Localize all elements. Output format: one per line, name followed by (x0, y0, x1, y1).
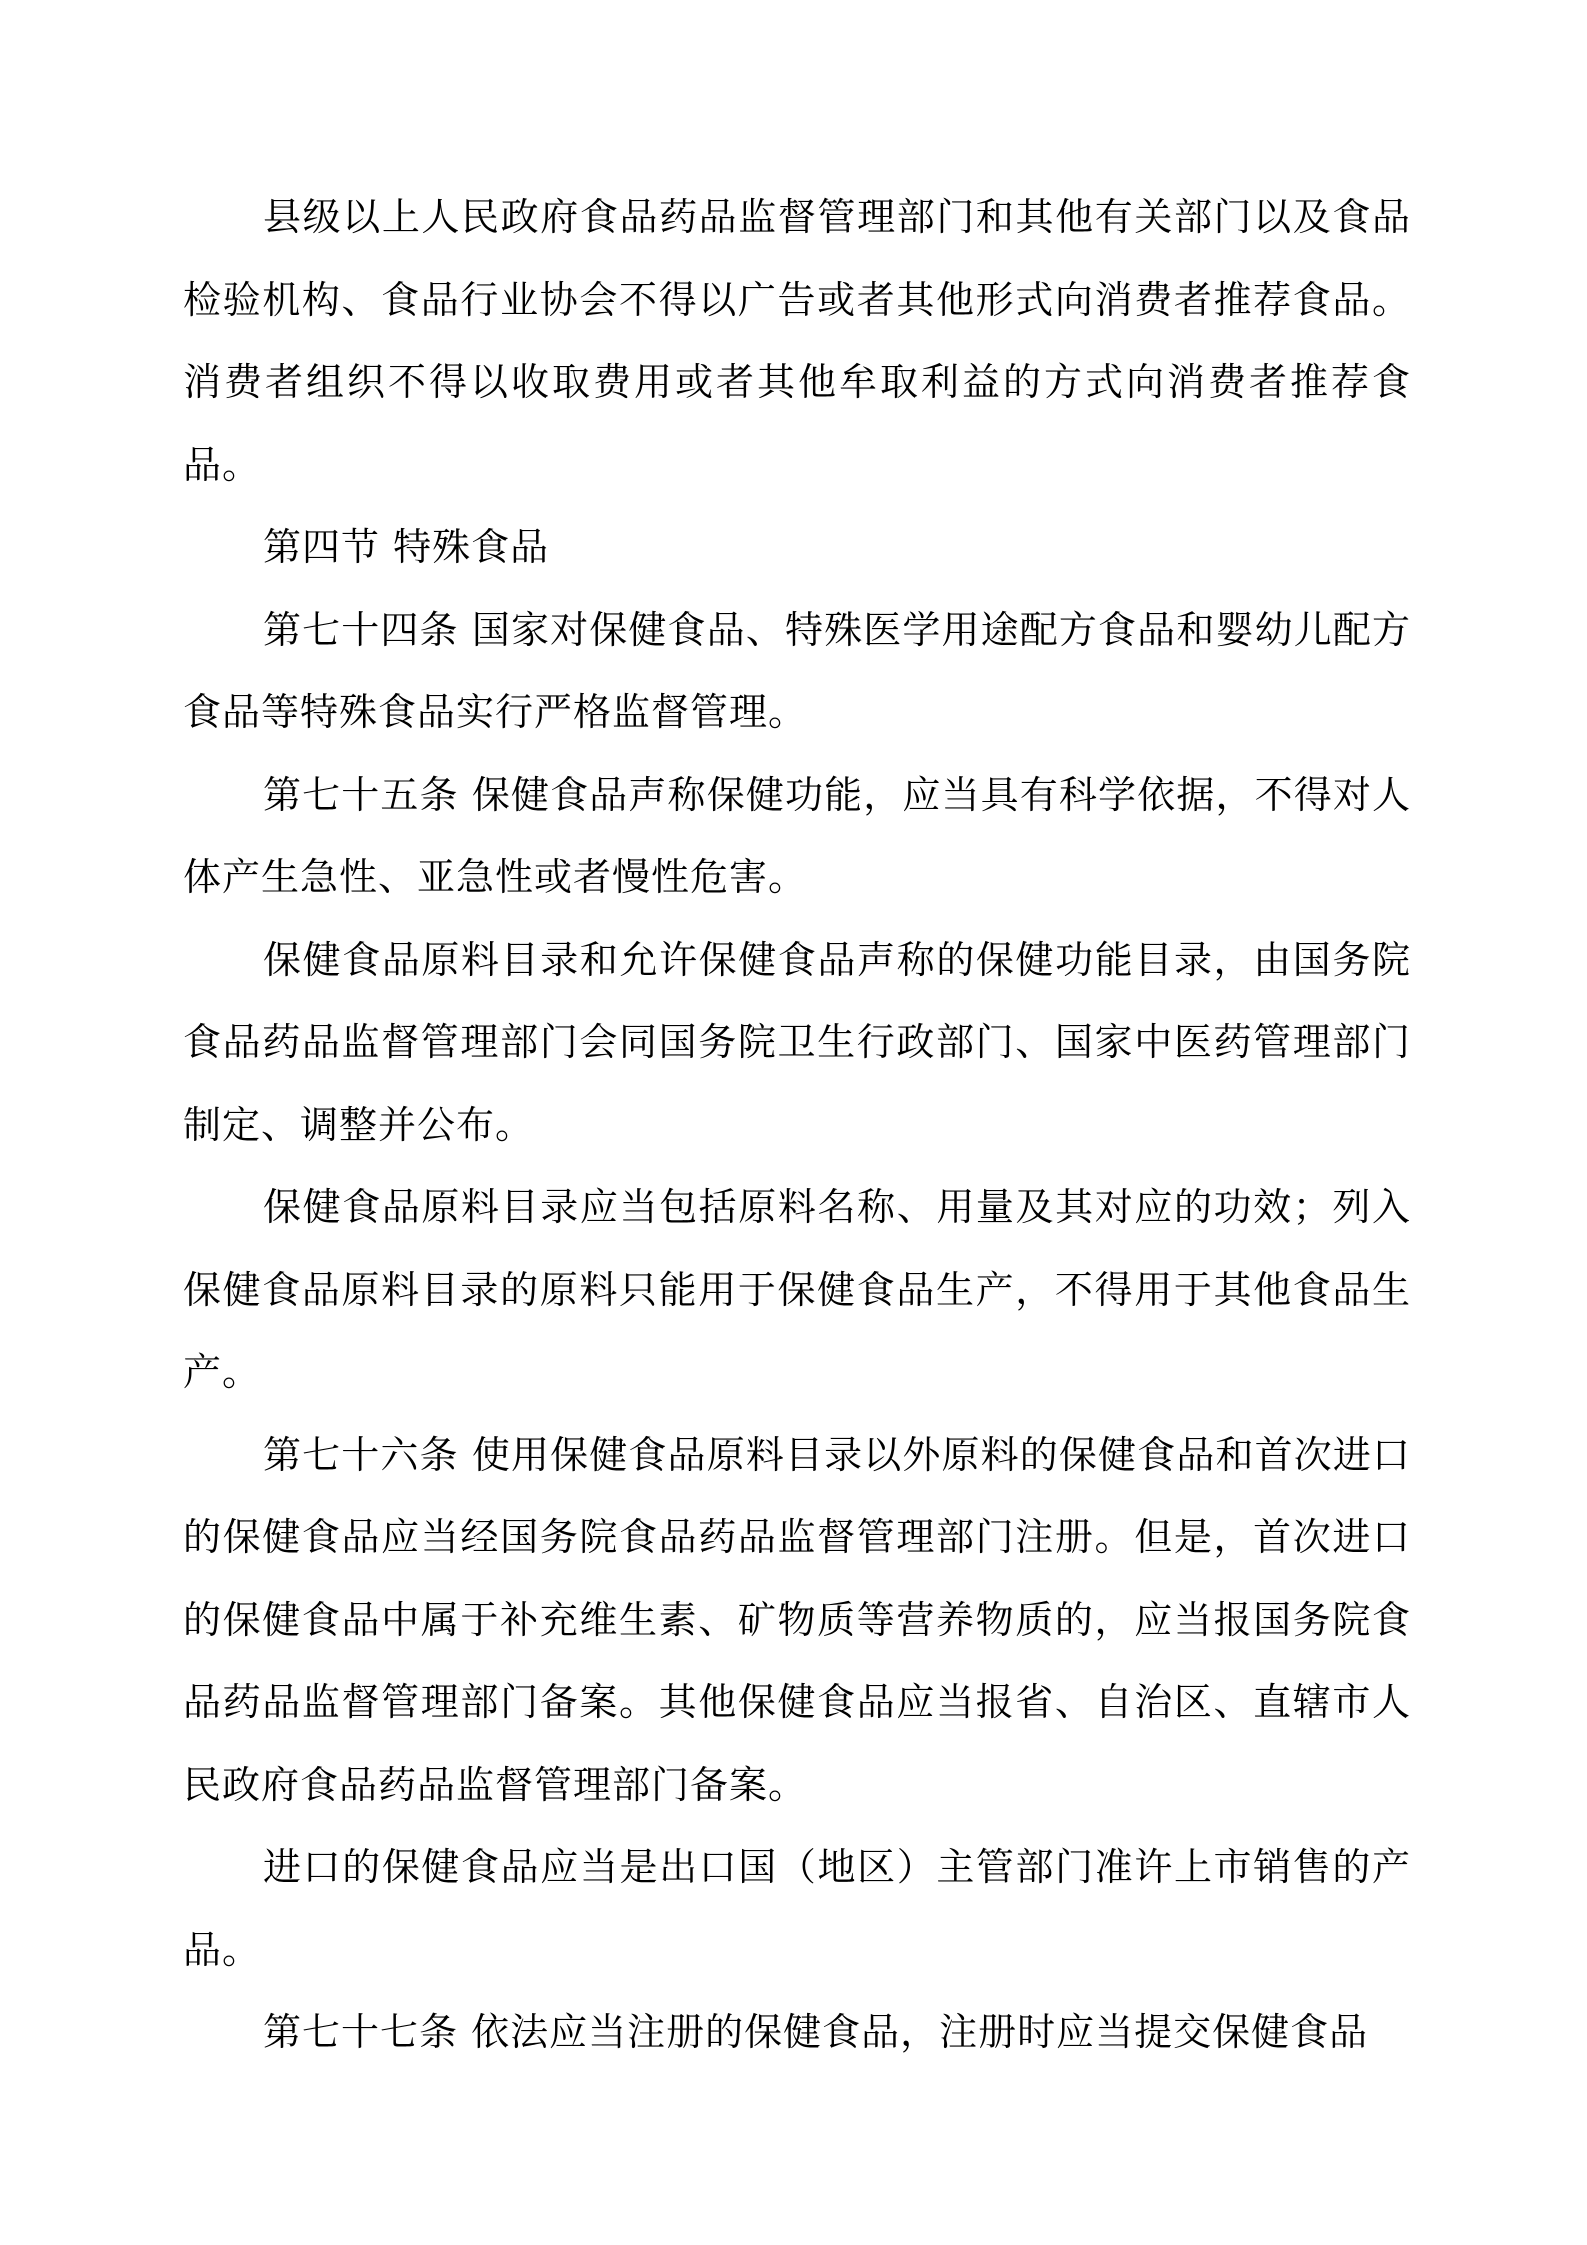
document-body (183, 176, 1411, 2074)
article-76: 第七十六条 使用保健食品原料目录以外原料的保健食品和首次进口的保健食品应当经国务院食品药品监督管理部门注册。但是，首次进口的保健食品中属于补充维生素、矿物质等营养物质的，应当报国务院食品药品监督管理部门备案。其他保健食品应当报省、自治区、直辖市人民政府食品药品监督管理部门备案。 (183, 1432, 1411, 1807)
article-75: 第七十五条 保健食品声称保健功能，应当具有科学依据，不得对人体产生急性、亚急性或者慢性危害。 (183, 772, 1411, 899)
article-77: 第七十七条 依法应当注册的保健食品，注册时应当提交保健食品 (263, 2010, 1369, 2054)
paragraph-raw-material-catalog: 保健食品原料目录和允许保健食品声称的保健功能目录，由国务院食品药品监督管理部门会同国务院卫生行政部门、国家中医药管理部门制定、调整并公布。 (183, 937, 1411, 1147)
paragraph-catalog-contents: 保健食品原料目录应当包括原料名称、用量及其对应的功效；列入保健食品原料目录的原料只能用于保健食品生产，不得用于其他食品生产。 (183, 1185, 1411, 1394)
paragraph-imported-health-food: 进口的保健食品应当是出口国（地区）主管部门准许上市销售的产品。 (183, 1845, 1411, 1972)
section-heading-special-foods: 第四节 特殊食品 (263, 525, 550, 569)
article-74: 第七十四条 国家对保健食品、特殊医学用途配方食品和婴幼儿配方食品等特殊食品实行严格监督管理。 (183, 607, 1411, 734)
paragraph-consumer-recommendation: 县级以上人民政府食品药品监督管理部门和其他有关部门以及食品检验机构、食品行业协会不得以广告或者其他形式向消费者推荐食品。消费者组织不得以收取费用或者其他牟取利益的方式向消费者推荐食品。 (183, 195, 1411, 487)
